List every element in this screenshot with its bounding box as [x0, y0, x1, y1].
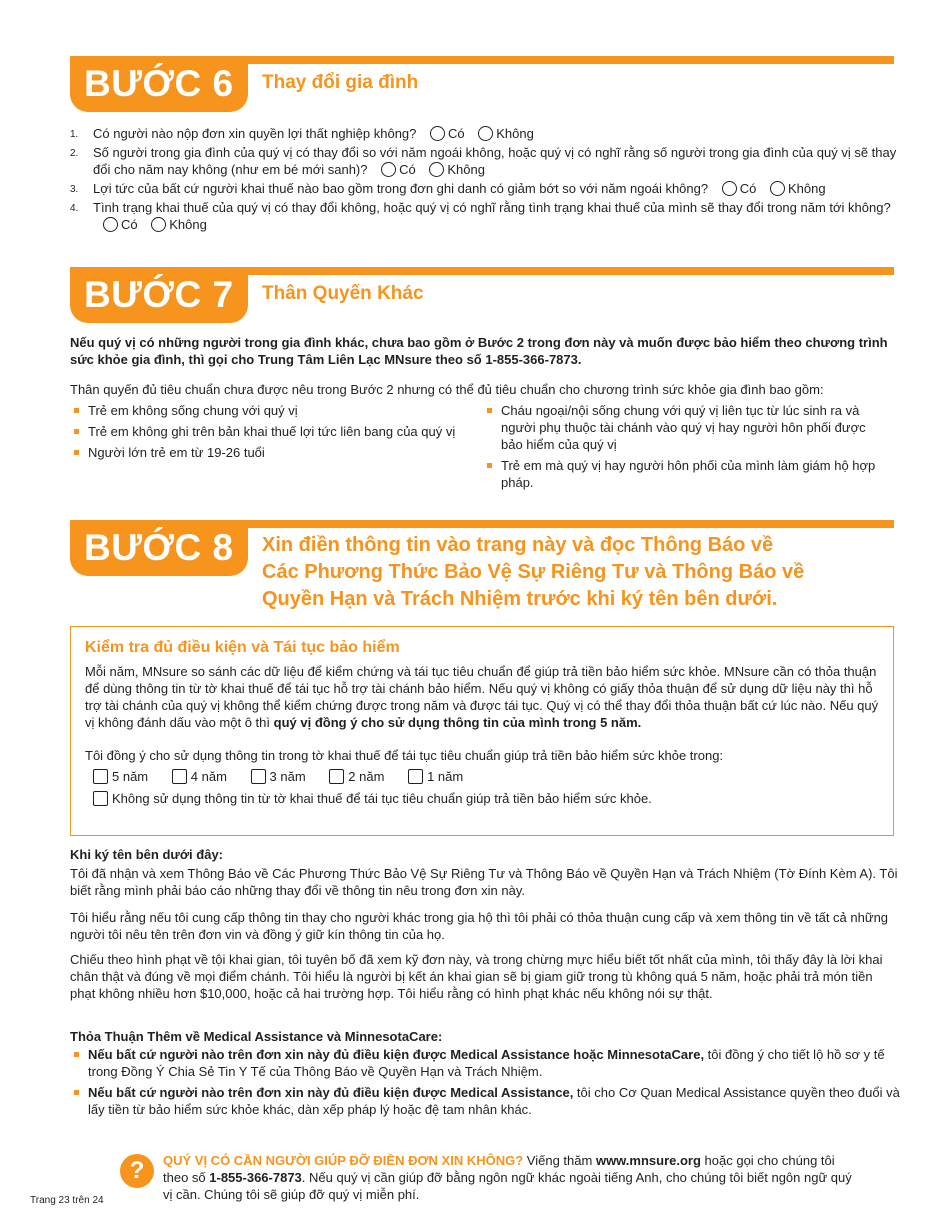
- step8-tab: BƯỚC 8: [70, 520, 248, 576]
- opt-4-years-checkbox[interactable]: [172, 769, 187, 784]
- agreement-list: [70, 1046, 900, 1122]
- step7-tab: BƯỚC 7: [70, 267, 248, 323]
- phone-number: 1-855-366-7873: [209, 1170, 302, 1185]
- step7-left-list: [70, 402, 460, 465]
- q2-no-radio[interactable]: [429, 162, 444, 177]
- box-title: Kiểm tra đủ điều kiện và Tái tục bảo hiểm: [85, 639, 400, 656]
- q4-yes-radio[interactable]: [103, 217, 118, 232]
- q1-no-radio[interactable]: [478, 126, 493, 141]
- sign-paragraph-1: Tôi đã nhận và xem Thông Báo về Các Phương Thức Bảo Vệ Sự Riêng Tư và Thông Báo về Quyền Hạn và Trách Nhiệm (Tờ Đính Kèm A). Tôi biết rằng mình phải báo cáo những thay đổi về thông tin nêu trong đơn xin này.: [70, 866, 898, 898]
- question-3: 3. Lợi tức của bất cứ người khai thuế nào bao gồm trong đơn ghi danh có giảm bớt so với năm ngoái không? Có Không: [70, 181, 826, 196]
- question-2: 2. Số người trong gia đình của quý vị có thay đổi so với năm ngoái không, hoặc quý vị có nghĩ rằng số người trong gia đình của quý vị sẽ thay đổi cho năm nay không (như em bé mới sanh)? Có Không: [70, 145, 897, 177]
- q3-no-radio[interactable]: [770, 181, 785, 196]
- eligibility-renewal-box: [70, 626, 894, 836]
- q2-yes-radio[interactable]: [381, 162, 396, 177]
- step6-tab: BƯỚC 6: [70, 56, 248, 112]
- step8-title: Xin điền thông tin vào trang này và đọc Thông Báo về Các Phương Thức Bảo Vệ Sự Riêng Tư và Thông Báo về Quyền Hạn và Trách Nhiệm trước khi ký tên bên dưới.: [262, 534, 805, 610]
- list-item: Nếu bất cứ người nào trên đơn xin này đủ điều kiện được Medical Assistance, tôi cho Cơ Quan Medical Assistance quyền theo đuổi và lấy tiền từ bảo hiểm sức khỏe khác, dàn xếp pháp lý hoặc đệ tam nhân khác.: [70, 1084, 900, 1118]
- list-item: Trẻ em không ghi trên bản khai thuế lợi tức liên bang của quý vị: [70, 423, 460, 440]
- list-item: Cháu ngoại/nội sống chung với quý vị liên tục từ lúc sinh ra và người phụ thuộc tài chánh vào quý vị hay người hôn phối được bảo hiểm của quý vị: [483, 402, 888, 453]
- sign-heading: Khi ký tên bên dưới đây:: [70, 847, 224, 862]
- opt-2-years-checkbox[interactable]: [329, 769, 344, 784]
- list-item: Nếu bất cứ người nào trên đơn xin này đủ điều kiện được Medical Assistance hoặc MinnesotaCare, tôi đồng ý cho tiết lộ hồ sơ y tế trong Đồng Ý Chia Sẻ Tin Y Tế của Thông Báo về Quyền Hạn và Trách Nhiệm.: [70, 1046, 900, 1080]
- q4-no-radio[interactable]: [151, 217, 166, 232]
- list-item: Trẻ em không sống chung với quý vị: [70, 402, 460, 419]
- consent-text: Tôi đồng ý cho sử dụng thông tin trong tờ khai thuế để tái tục tiêu chuẩn giúp trả tiền bảo hiểm sức khỏe trong:: [85, 748, 724, 763]
- step7-intro: Nếu quý vị có những người trong gia đình khác, chưa bao gồm ở Bước 2 trong đơn này và muốn được bảo hiểm theo chương trình sức khỏe gia đình, thì gọi cho Trung Tâm Liên Lạc MNsure theo số 1-855-366-7873.: [70, 335, 888, 367]
- opt-3-years-checkbox[interactable]: [251, 769, 266, 784]
- opt-1-year-checkbox[interactable]: [408, 769, 423, 784]
- website-link[interactable]: www.mnsure.org: [595, 1153, 701, 1168]
- agreement-heading: Thỏa Thuận Thêm về Medical Assistance và MinnesotaCare:: [70, 1029, 443, 1044]
- box-body: Mỗi năm, MNsure so sánh các dữ liệu để kiểm chứng và tái tục tiêu chuẩn để giúp trả tiền bảo hiểm sức khỏe. MNsure cần có thỏa thuận để dùng thông tin từ tờ khai thuế để tái tục hỗ trợ tài chánh bảo hiểm. Nếu quý vị không có giấy thỏa thuận để sử dụng dữ liệu này thì hỗ trợ tài chánh của quý vị không thể kiểm chứng được trong năm và được tái tục. Quý vị có thể thay đổi thỏa thuận bất cứ lúc nào. Nếu quý vị không đánh dấu vào một ô thì quý vị đồng ý cho sử dụng thông tin của mình trong 5 năm.: [85, 664, 879, 730]
- q1-yes-radio[interactable]: [430, 126, 445, 141]
- help-text: QUÝ VỊ CÓ CẦN NGƯỜI GIÚP ĐỠ ĐIỀN ĐƠN XIN KHÔNG? Viếng thăm www.mnsure.org hoặc gọi cho chúng tôi theo số 1-855-366-7873. Nếu quý vị cần giúp đỡ bằng ngôn ngữ khác ngoài tiếng Anh, cho chúng tôi biết ngôn ngữ quý vị cần. Chúng tôi sẽ giúp đỡ quý vị miễn phí.: [163, 1153, 852, 1202]
- step7-title: Thân Quyến Khác: [262, 283, 424, 304]
- no-data-option: Không sử dụng thông tin từ tờ khai thuế để tái tục tiêu chuẩn giúp trả tiền bảo hiểm sức khỏe.: [85, 790, 879, 807]
- list-item: Trẻ em mà quý vị hay người hôn phối của mình làm giám hộ hợp pháp.: [483, 457, 888, 491]
- sign-paragraph-2: Tôi hiểu rằng nếu tôi cung cấp thông tin thay cho người khác trong gia hộ thì tôi phải có thỏa thuận cung cấp và xem thông tin về tất cả những người tôi nêu tên trên đơn vin và đồng ý giữ kín thông tin của họ.: [70, 910, 889, 942]
- year-options: 5 năm 4 năm 3 năm 2 năm 1 năm: [85, 768, 879, 785]
- step7-right-list: [483, 402, 888, 495]
- step6-title: Thay đổi gia đình: [262, 72, 419, 93]
- page-number: Trang 23 trên 24: [30, 1195, 104, 1206]
- question-1: 1. Có người nào nộp đơn xin quyền lợi thất nghiệp không? Có Không: [70, 126, 534, 141]
- step6-questions: [70, 125, 900, 235]
- question-4: 4. Tình trạng khai thuế của quý vị có thay đổi không, hoặc quý vị có nghĩ rằng tình trạng khai thuế của mình sẽ thay đổi trong năm tới không? Có Không: [70, 200, 891, 232]
- q3-yes-radio[interactable]: [722, 181, 737, 196]
- opt-5-years-checkbox[interactable]: [93, 769, 108, 784]
- opt-none-checkbox[interactable]: [93, 791, 108, 806]
- sign-paragraph-3: Chiếu theo hình phạt về tội khai gian, tôi tuyên bố đã xem kỹ đơn này, và trong chừng mực hiểu biết tốt nhất của mình, tôi thấy đây là lời khai chân thật và đúng về mọi điểm chánh. Tôi hiểu là người bị kết án khai gian sẽ bị giam giữ trong tù không quá 5 năm, hoặc phải trả món tiền phạt không nhiều hơn $10,000, hoặc cả hai trường hợp. Tôi hiểu rằng có hình phạt khác nếu không nói sự thật.: [70, 952, 883, 1001]
- list-item: Người lớn trẻ em từ 19-26 tuổi: [70, 444, 460, 461]
- step7-eligible-intro: Thân quyến đủ tiêu chuẩn chưa được nêu trong Bước 2 nhưng có thể đủ tiêu chuẩn cho chương trình sức khỏe gia đình bao gồm:: [70, 382, 824, 397]
- help-question-icon: ?: [120, 1154, 154, 1188]
